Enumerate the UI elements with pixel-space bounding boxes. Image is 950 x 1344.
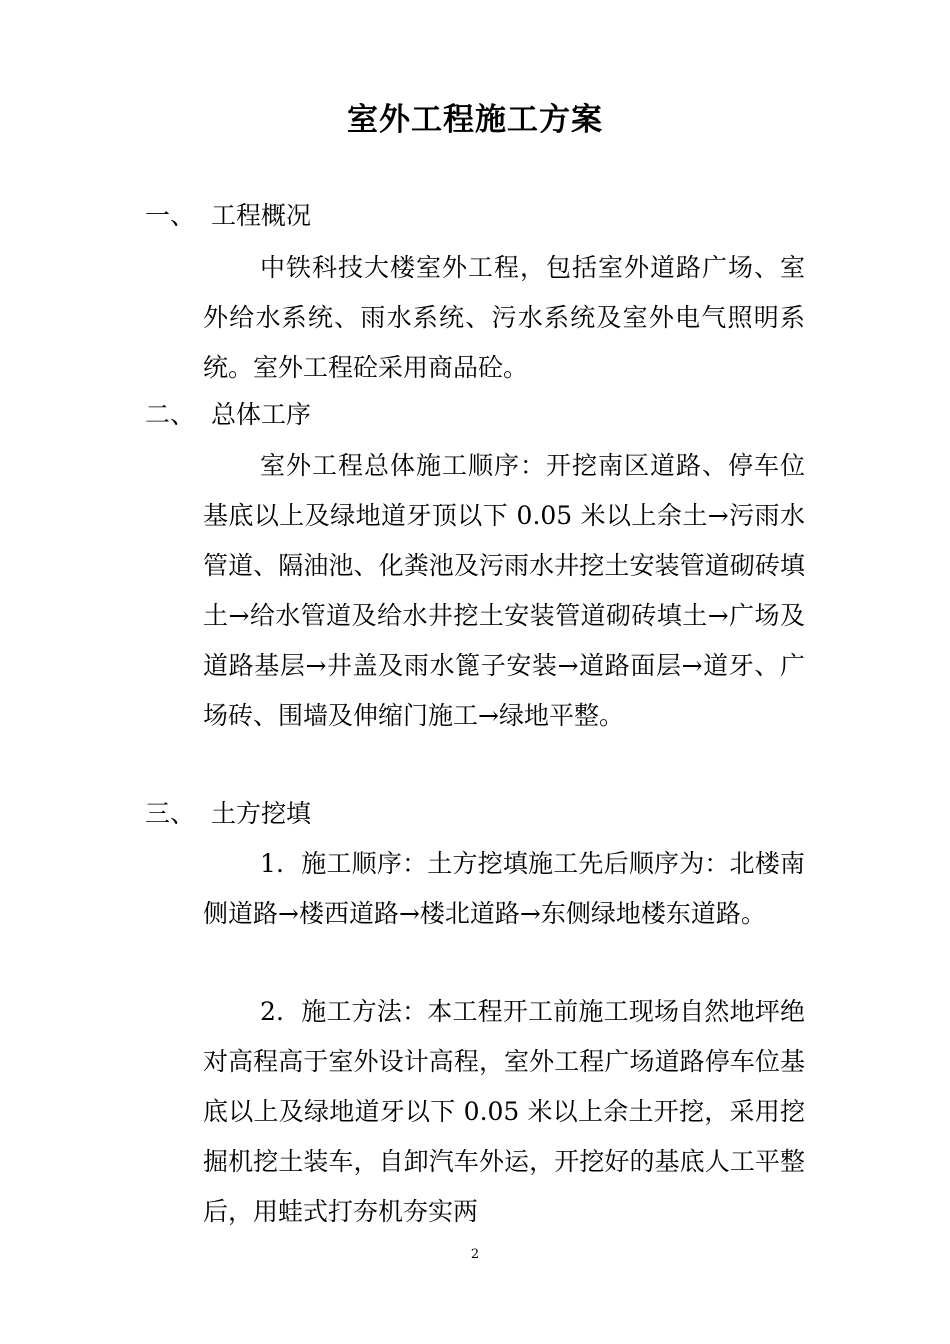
section-title: 工程概况 xyxy=(211,201,312,230)
section-title: 总体工序 xyxy=(211,400,312,429)
section-1-paragraph-1: 中铁科技大楼室外工程，包括室外道路广场、室外给水系统、雨水系统、污水系统及室外电气照明系统。室外工程砼采用商品砼。 xyxy=(203,253,805,382)
section-number: 三、 xyxy=(145,799,196,828)
document-title: 室外工程施工方案 xyxy=(347,102,603,138)
section-heading-3 xyxy=(145,796,311,832)
section-title: 土方挖填 xyxy=(211,799,312,828)
section-3-paragraph-1: 1．施工顺序：土方挖填施工先后顺序为：北楼南侧道路→楼西道路→楼北道路→东侧绿地楼东道路。 xyxy=(203,849,805,928)
section-number: 一、 xyxy=(145,201,196,230)
section-heading-1 xyxy=(145,198,311,234)
section-2-paragraph-1: 室外工程总体施工顺序：开挖南区道路、停车位基底以上及绿地道牙顶以下 0.05 米以上余土→污雨水管道、隔油池、化粪池及污雨水井挖土安装管道砌砖填土→给水管道及给水井挖土安装管道砌砖填土→广场及道路基层→井盖及雨水篦子安装→道路面层→道牙、广场砖、围墙及伸缩门施工→绿地平整。 xyxy=(203,451,805,730)
section-heading-2 xyxy=(145,397,311,433)
section-3-paragraph-2: 2．施工方法：本工程开工前施工现场自然地坪绝对高程高于室外设计高程，室外工程广场道路停车位基底以上及绿地道牙以下 0.05 米以上余土开挖，采用挖掘机挖土装车，自卸汽车外运，开挖好的基底人工平整后，用蛙式打夯机夯实两 xyxy=(203,997,805,1226)
section-number: 二、 xyxy=(145,400,196,429)
page-number: 2 xyxy=(470,1247,480,1262)
